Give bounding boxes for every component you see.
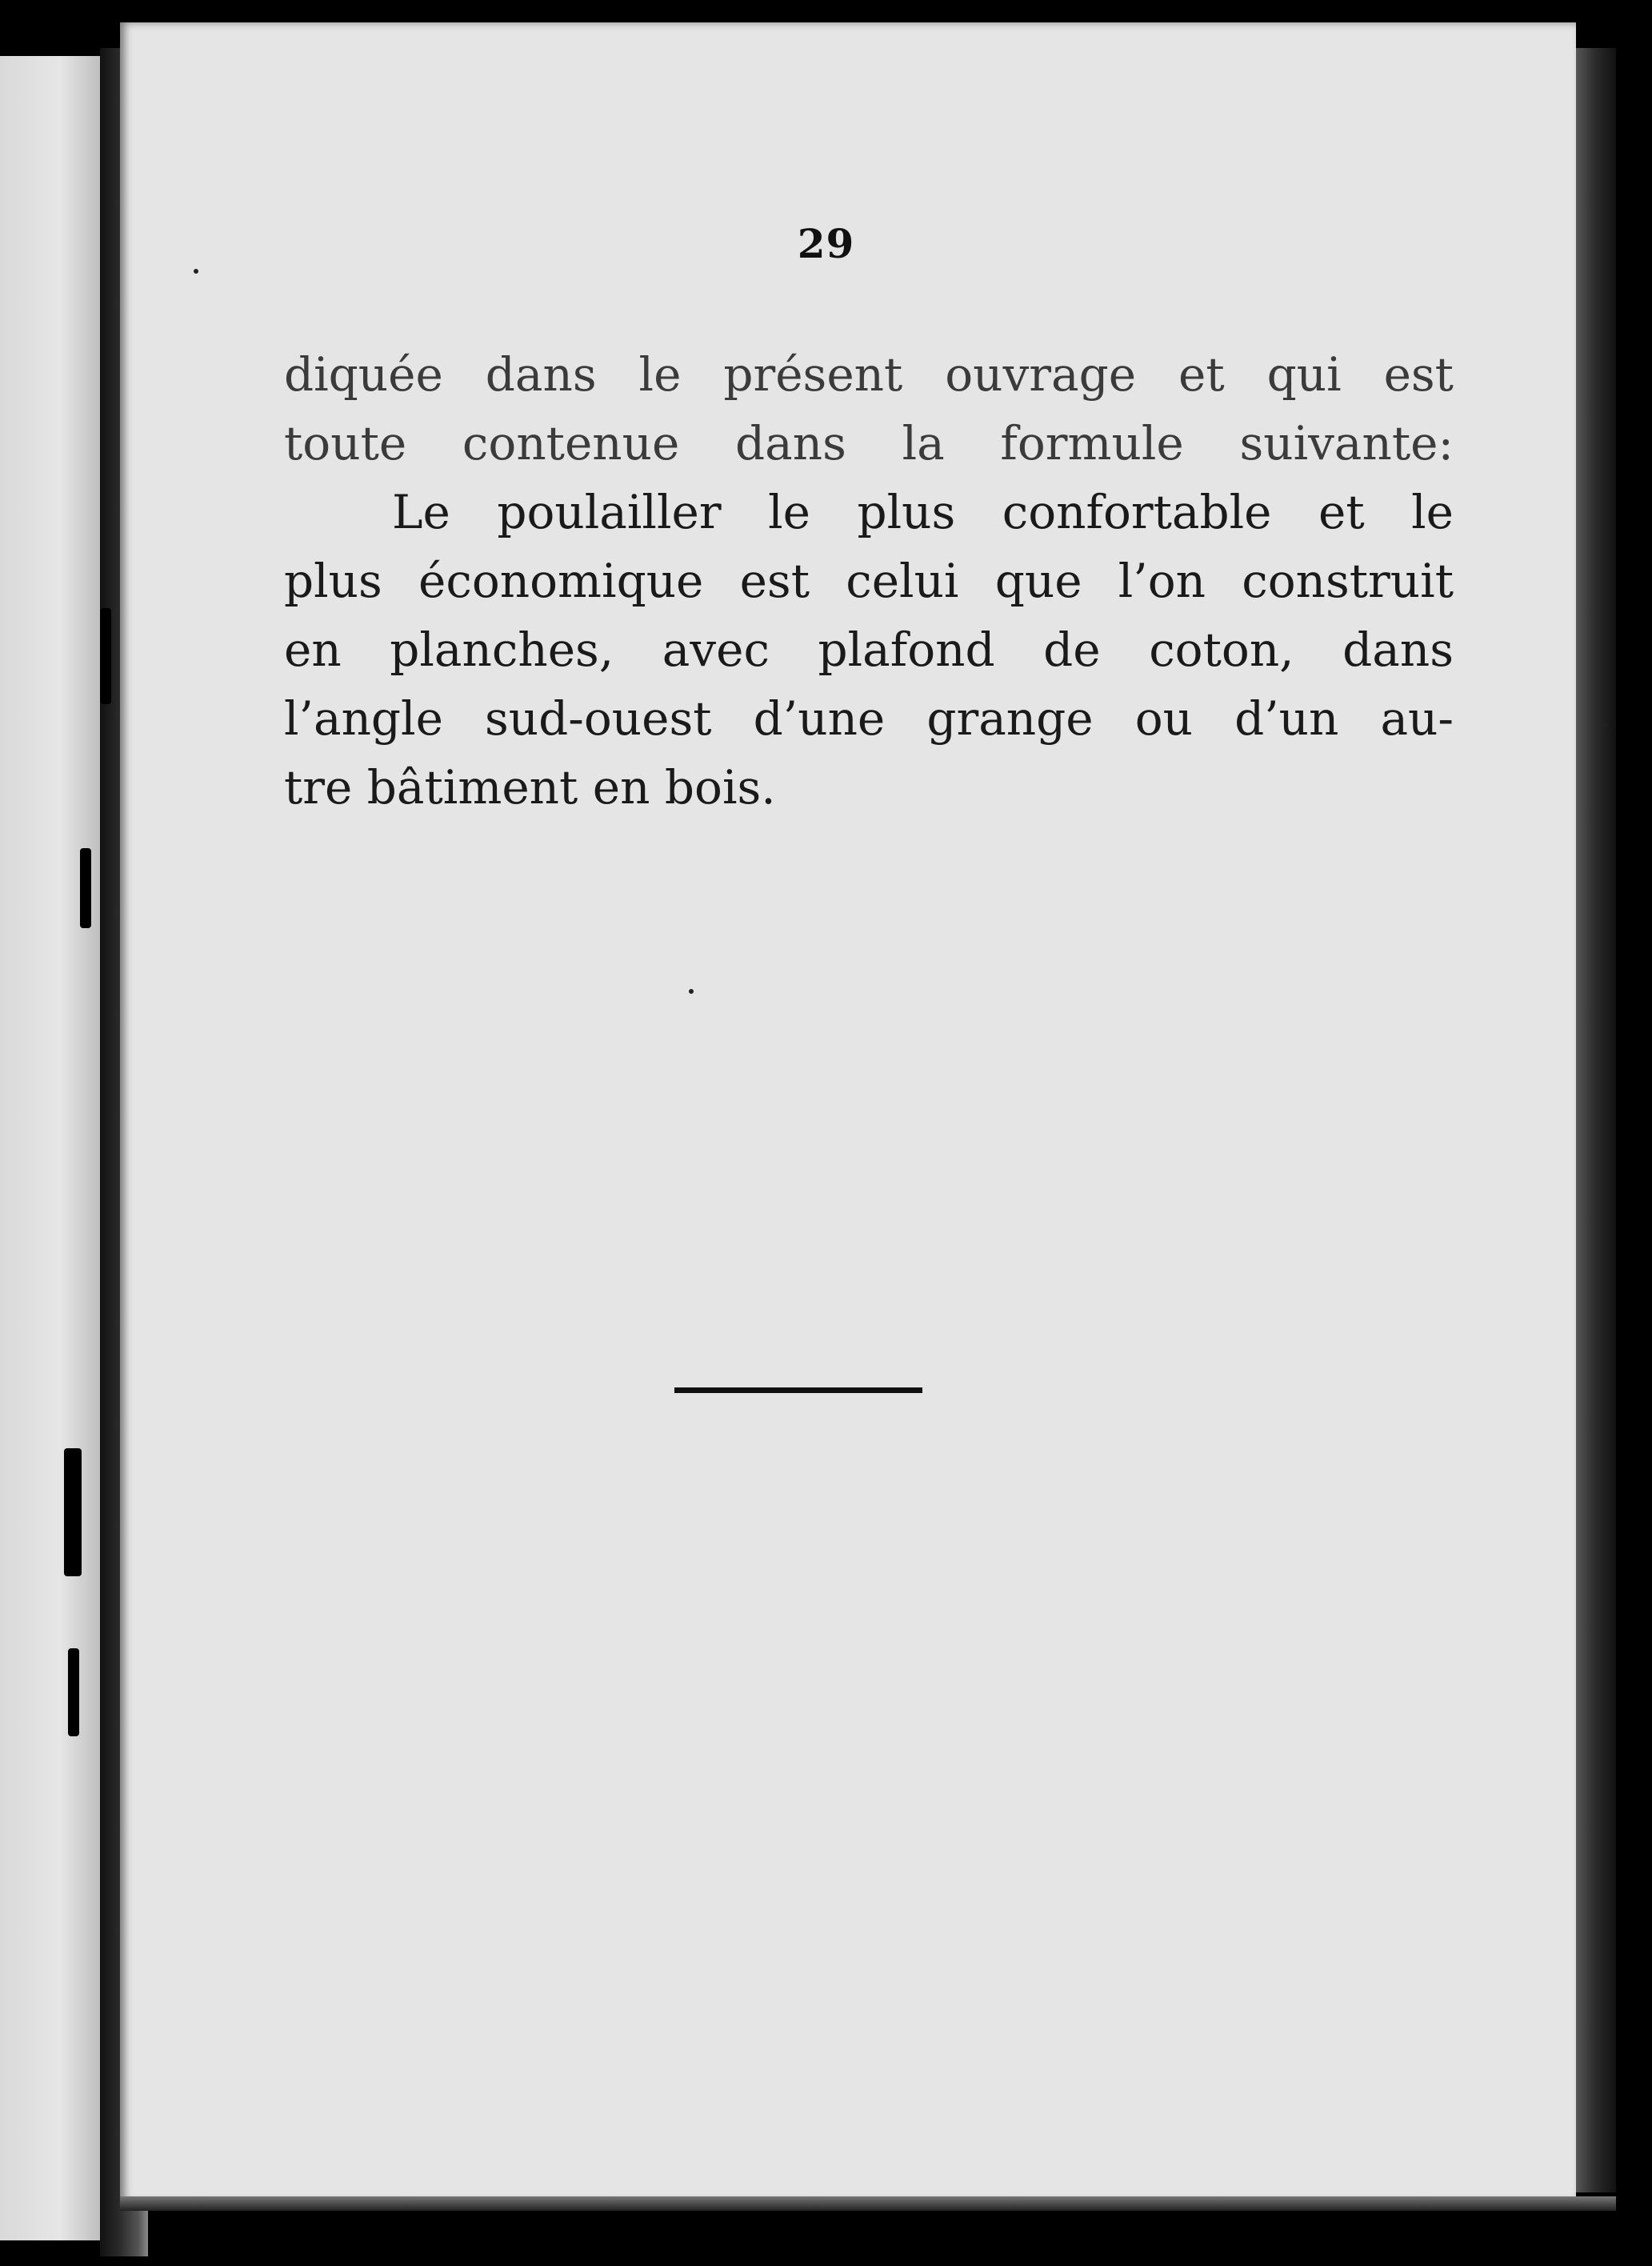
section-rule [674,1387,922,1393]
previous-page-edge [0,56,100,2240]
page-bottom-edge [120,2196,1616,2211]
text-line: diquée dans le présent ouvrage et qui est [284,347,1454,402]
text-line: en planches, avec plafond de coton, dans [284,623,1454,677]
page-right-edge [1576,48,1616,2192]
body-text [284,340,1454,822]
gutter-mark [100,608,111,704]
gutter-mark [64,1448,82,1576]
page-number: 29 [797,220,855,267]
text-line: l’angle sud-ouest d’une grange ou d’un au- [284,691,1454,746]
text-line: plus économique est celui que l’on construit [284,554,1454,608]
gutter-mark [80,848,91,928]
text-line: toute contenue dans la formule suivante: [284,416,1454,470]
gutter-mark [68,1648,79,1736]
dust-speck [194,269,198,274]
dust-speck [689,989,694,994]
dust-speck [1602,723,1607,727]
text-line: tre bâtiment en bois. [284,760,776,815]
text-line: Le poulailler le plus confortable et le [392,485,1454,539]
